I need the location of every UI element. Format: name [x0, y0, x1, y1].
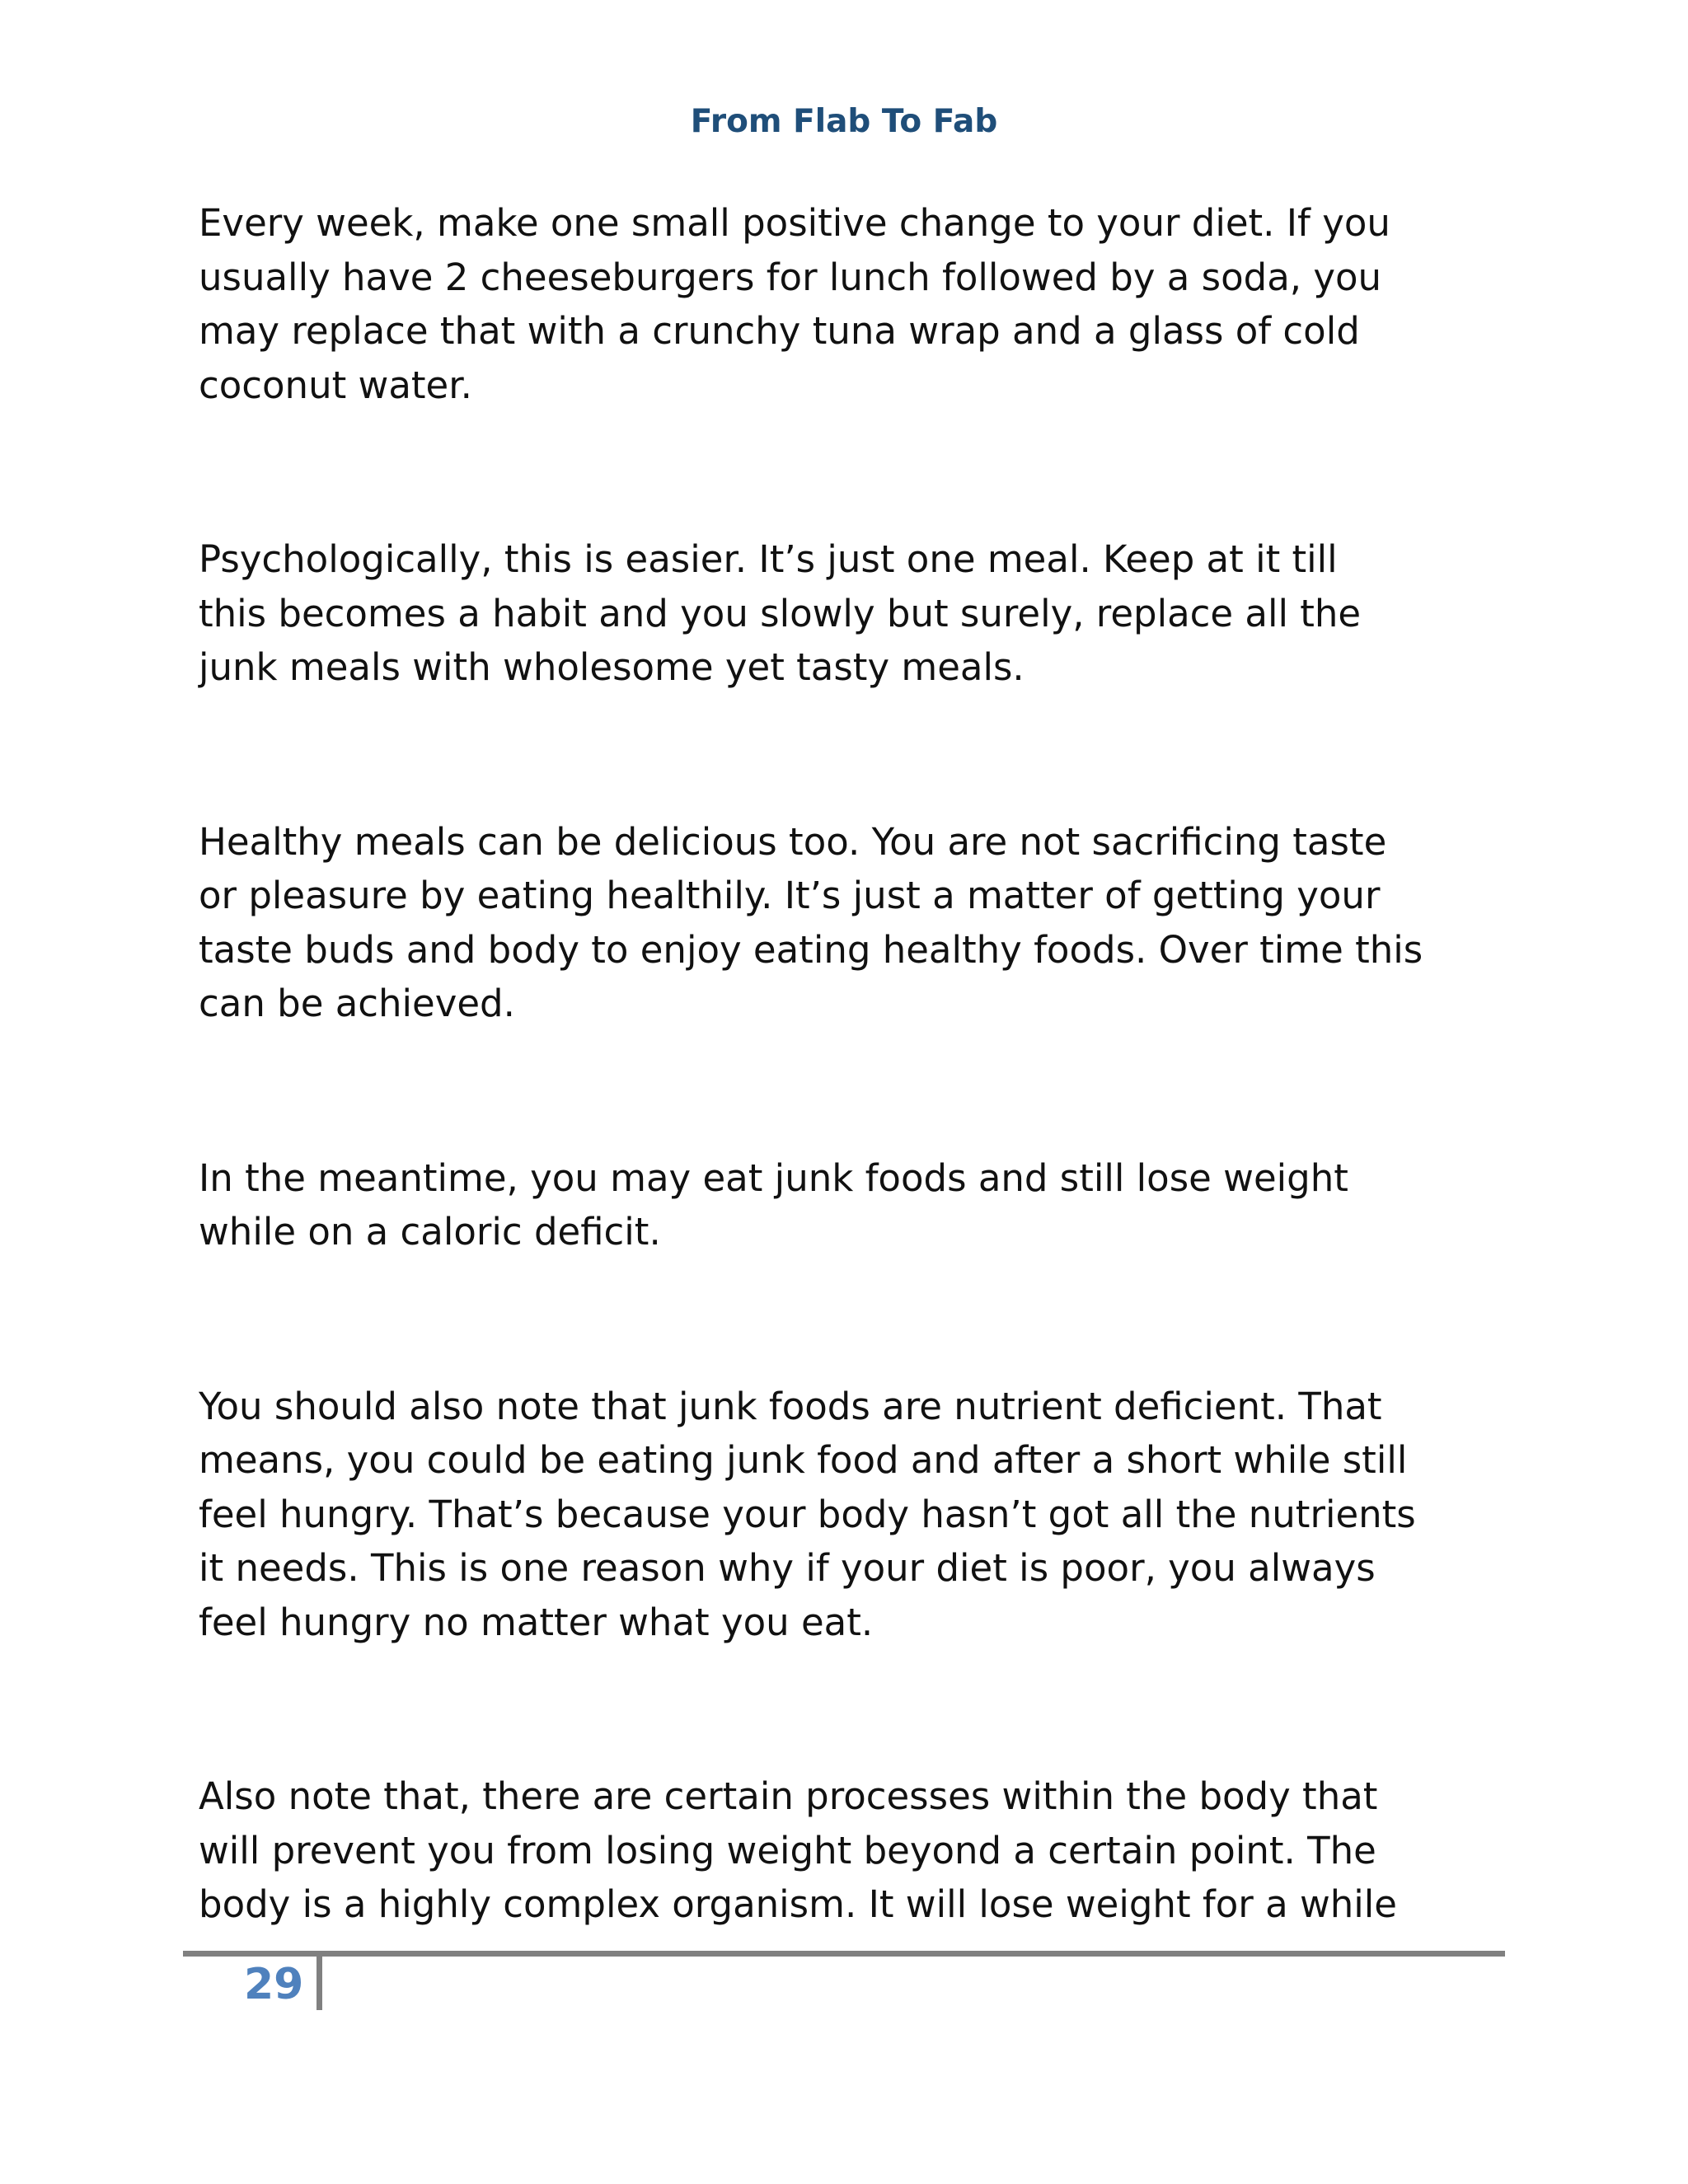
paragraph-5: You should also note that junk foods are nutrient deficient. That means, you could be eating junk food and after a short while still feel hungry. That’s because your body hasn’t got all the nutrients it needs. This is one reason why if your diet is poor, you always feel hungry no matter what you eat.	[199, 1384, 1416, 1644]
paragraph-6: Also note that, there are certain processes within the body that will prevent you from losing weight beyond a certain point. The body is a highly complex organism. It will lose weight for a while	[199, 1774, 1397, 1926]
paragraph-1: Every week, make one small positive change to your diet. If you usually have 2 cheeseburgers for lunch followed by a soda, you may replace that with a crunchy tuna wrap and a glass of cold coconut water.	[199, 201, 1390, 407]
paragraph-2: Psychologically, this is easier. It’s just one meal. Keep at it till this becomes a habit and you slowly but surely, replace all the junk meals with wholesome yet tasty meals.	[199, 537, 1362, 689]
page-number: 29	[244, 1960, 304, 2009]
running-header-title: From Flab To Fab	[690, 103, 998, 140]
paragraph-3: Healthy meals can be delicious too. You are not sacrificing taste or pleasure by eating healthily. It’s just a matter of getting your taste buds and body to enjoy eating healthy foods. Over time this can be achieved.	[199, 819, 1423, 1025]
footer-vertical-divider	[316, 1956, 322, 2010]
body-text	[199, 196, 1501, 1932]
paragraph-4: In the meantime, you may eat junk foods and still lose weight while on a caloric deficit.	[199, 1155, 1348, 1254]
footer-divider	[183, 1951, 1505, 1957]
